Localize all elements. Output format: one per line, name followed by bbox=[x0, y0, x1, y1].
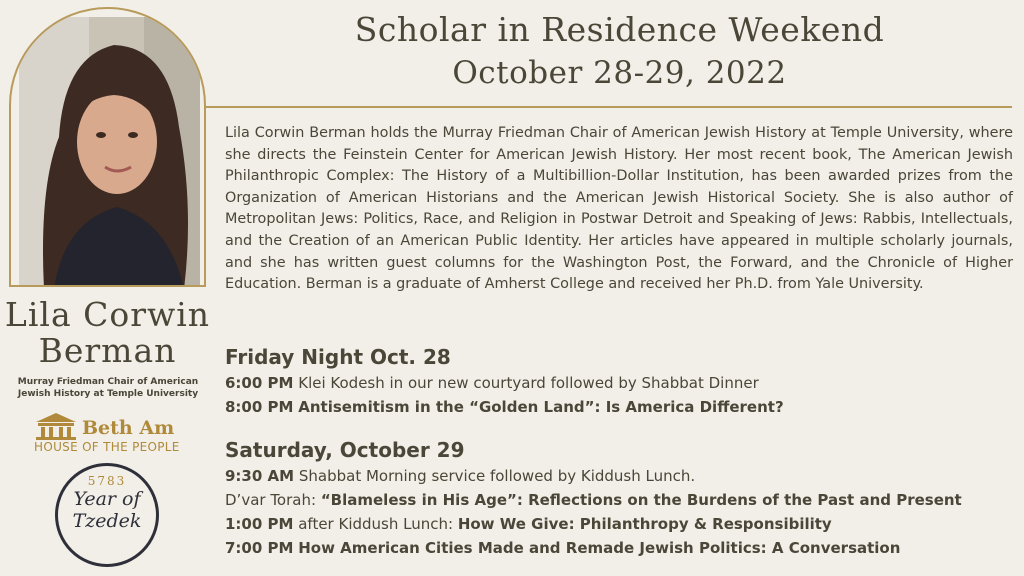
item-text: How We Give: Philanthropy & Responsibility bbox=[457, 515, 832, 533]
speaker-photo-frame bbox=[9, 7, 206, 287]
speaker-name bbox=[0, 297, 215, 369]
year-of-tzedek-seal bbox=[55, 463, 159, 567]
event-dates: October 28-29, 2022 bbox=[452, 55, 787, 91]
speaker-name-line2: Berman bbox=[38, 331, 177, 370]
saturday-schedule bbox=[225, 438, 1020, 560]
schedule-item bbox=[225, 371, 1020, 395]
schedule-item bbox=[225, 512, 1020, 536]
schedule-item bbox=[225, 536, 1020, 560]
speaker-title: Murray Friedman Chair of American Jewish History at Temple University bbox=[17, 377, 199, 399]
item-time: 1:00 PM bbox=[225, 515, 294, 533]
logo-tagline: HOUSE OF THE PEOPLE bbox=[34, 440, 180, 454]
item-time: 7:00 PM bbox=[225, 539, 294, 557]
schedule-item bbox=[225, 488, 1020, 512]
item-time: 8:00 PM bbox=[225, 398, 294, 416]
speaker-name-line1: Lila Corwin bbox=[4, 295, 211, 334]
item-prefix: D’var Torah: bbox=[225, 491, 317, 509]
seal-year: 5783 bbox=[87, 474, 127, 488]
building-icon bbox=[34, 412, 78, 440]
item-time: 9:30 AM bbox=[225, 467, 295, 485]
seal-line2: Tzedek bbox=[72, 510, 142, 532]
speaker-photo bbox=[19, 17, 200, 287]
logo-name: Beth Am bbox=[82, 417, 175, 439]
schedule-item bbox=[225, 464, 1020, 488]
item-text: Antisemitism in the “Golden Land”: Is America Different? bbox=[298, 398, 784, 416]
friday-heading: Friday Night Oct. 28 bbox=[225, 345, 451, 369]
item-text: Klei Kodesh in our new courtyard followed by Shabbat Dinner bbox=[298, 374, 759, 392]
item-prefix: after Kiddush Lunch: bbox=[298, 515, 454, 533]
friday-schedule bbox=[225, 345, 1020, 419]
divider bbox=[205, 106, 1012, 108]
seal-line1: Year of bbox=[73, 488, 141, 510]
item-text: How American Cities Made and Remade Jewish Politics: A Conversation bbox=[298, 539, 901, 557]
event-title: Scholar in Residence Weekend bbox=[354, 10, 885, 49]
item-time: 6:00 PM bbox=[225, 374, 294, 392]
item-text: Shabbat Morning service followed by Kiddush Lunch. bbox=[298, 467, 696, 485]
schedule-item bbox=[225, 395, 1020, 419]
saturday-heading: Saturday, October 29 bbox=[225, 438, 465, 462]
item-text: “Blameless in His Age”: Reflections on the Burdens of the Past and Present bbox=[320, 491, 962, 509]
beth-am-logo bbox=[32, 412, 192, 457]
speaker-bio: Lila Corwin Berman holds the Murray Friedman Chair of American Jewish History at Temple University, where she directs the Feinstein Center for American Jewish History. Her most recent book, The American Jewish Philanthropic Complex: The History of a Multibillion-Dollar Institution, has been awarded prizes from the Organization of American Historians and the American Jewish Historical Society. She is also author of Metropolitan Jews: Politics, Race, and Religion in Postwar Detroit and Speaking of Jews: Rabbis, Intellectuals, and the Creation of an American Public Identity. Her articles have appeared in multiple scholarly journals, and she has written guest columns for the Washington Post, the Forward, and the Chronicle of Higher Education. Berman is a graduate of Amherst College and received her Ph.D. from Yale University. bbox=[225, 125, 1013, 293]
